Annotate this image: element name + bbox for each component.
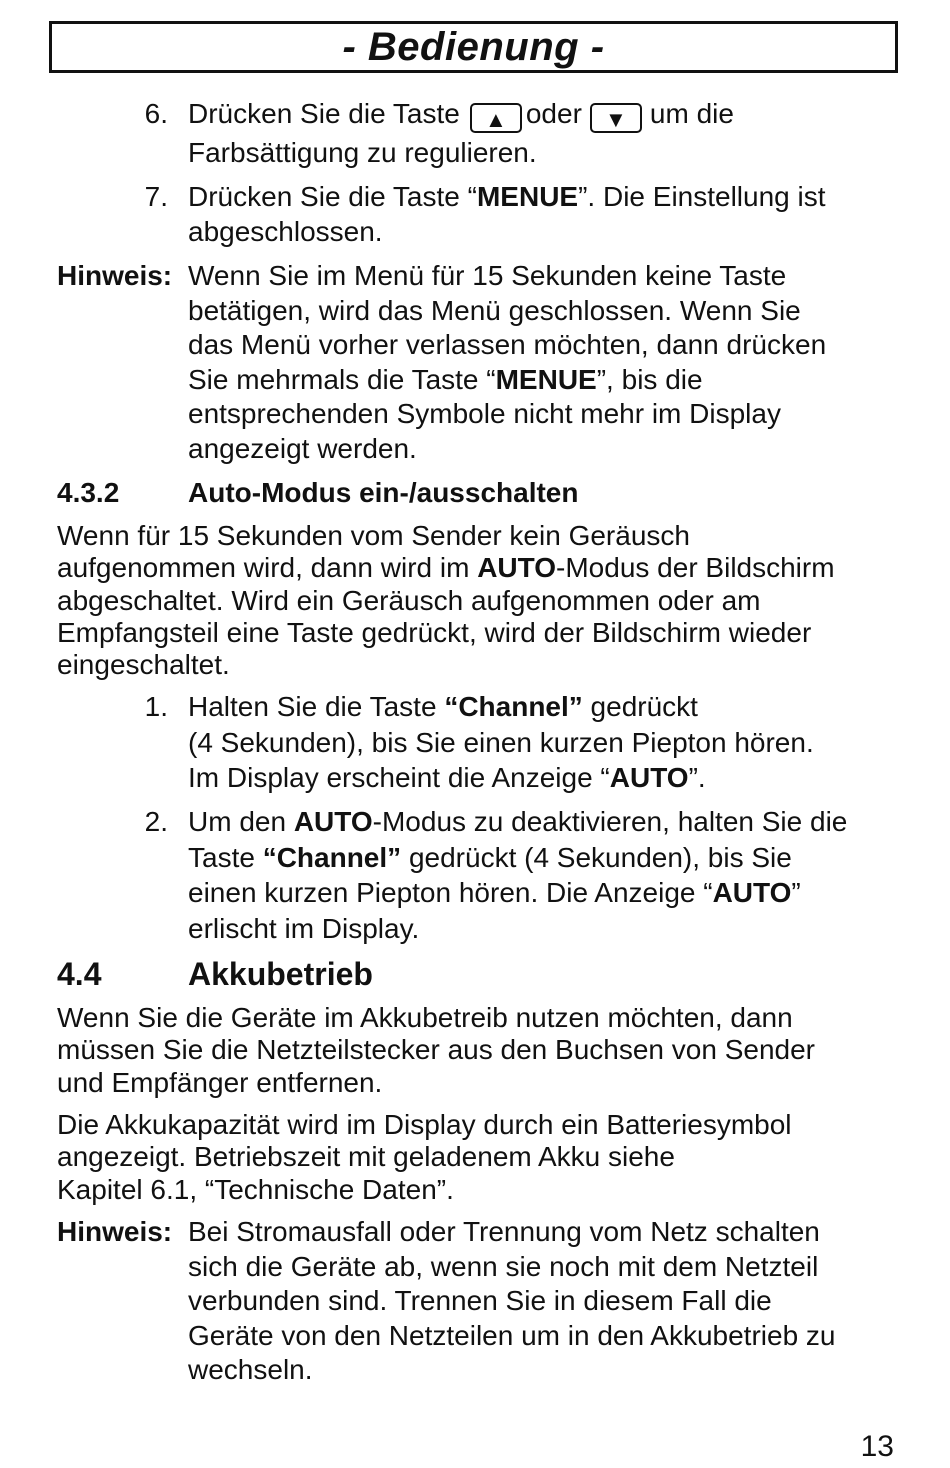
step-number: 1. <box>144 691 168 722</box>
up-arrow-key-icon: ▲ <box>470 103 522 133</box>
text-run: ” <box>791 877 801 908</box>
paragraph-auto-mode <box>57 520 890 681</box>
text-line: verbunden sind. Trennen Sie in diesem Fall die <box>188 1285 772 1316</box>
bold-term: AUTO <box>293 806 373 837</box>
note-text <box>188 1215 895 1388</box>
text-line: eingeschaltet. <box>57 649 230 681</box>
paragraph-battery-2 <box>57 1109 890 1206</box>
text-line: (4 Sekunden), bis Sie einen kurzen Piepton hören. <box>188 726 814 758</box>
text-line: Farbsättigung zu regulieren. <box>188 137 537 168</box>
text-line: abgeschlossen. <box>188 215 383 247</box>
text-line: Wenn Sie im Menü für 15 Sekunden keine Taste <box>188 260 787 291</box>
text-line: abgeschaltet. Wird ein Geräusch aufgenommen oder am <box>57 584 761 616</box>
step-number: 2. <box>144 806 168 837</box>
text-run: ”, bis die <box>596 363 703 395</box>
text-run: Drücken Sie die Taste “ <box>188 181 477 212</box>
text-line: und Empfänger entfernen. <box>57 1066 383 1098</box>
paragraph-battery-1 <box>57 1002 890 1099</box>
text-run: ”. <box>688 762 706 793</box>
text-run: oder <box>525 98 582 129</box>
text-run: Um den <box>188 806 294 837</box>
note-text <box>188 259 895 466</box>
section-title: - Bedienung - <box>342 24 605 69</box>
step-text <box>188 689 895 796</box>
text-run: gedrückt (4 Sekunden), bis Sie <box>401 841 792 873</box>
step-text <box>188 804 910 946</box>
heading-4-4-title: Akkubetrieb <box>188 956 373 992</box>
page-number: 13 <box>860 1430 894 1463</box>
text-line: Geräte von den Netzteilen um in den Akkubetrieb zu <box>188 1319 836 1351</box>
text-line: erlischt im Display. <box>188 912 420 944</box>
step-text <box>188 97 895 171</box>
text-run: -Modus zu deaktivieren, halten Sie die <box>372 806 848 837</box>
text-line: Empfangsteil eine Taste gedrückt, wird der Bildschirm wieder <box>57 616 812 648</box>
text-run: um die <box>649 98 734 129</box>
down-arrow-key-icon: ▼ <box>590 103 642 133</box>
text-line: Kapitel 6.1, “Technische Daten”. <box>57 1173 454 1205</box>
step-number: 7. <box>144 181 168 212</box>
note-label: Hinweis: <box>57 1216 173 1247</box>
step-text <box>188 180 895 249</box>
heading-4-3-2 <box>57 477 119 509</box>
text-line: Wenn Sie die Geräte im Akkubetreib nutzen möchten, dann <box>57 1002 793 1033</box>
text-line: wechseln. <box>188 1354 313 1385</box>
text-run: Drücken Sie die Taste <box>188 98 460 129</box>
heading-4-4: 4.4 <box>57 956 102 992</box>
text-run: einen kurzen Piepton hören. Die Anzeige “ <box>188 877 713 908</box>
step-number: 6. <box>144 98 168 129</box>
bold-term: MENUE <box>495 363 597 395</box>
text-line: entsprechenden Symbole nicht mehr im Display <box>188 398 781 429</box>
bold-term: “Channel” <box>444 691 583 722</box>
text-line: Wenn für 15 Sekunden vom Sender kein Geräusch <box>57 520 690 551</box>
heading-4-3-2-title: Auto-Modus ein-/ausschalten <box>188 477 579 508</box>
text-line: Die Akkukapazität wird im Display durch ein Batteriesymbol <box>57 1109 792 1140</box>
text-line: das Menü vorher verlassen möchten, dann drücken <box>188 329 827 360</box>
text-line: angezeigt werden. <box>188 432 417 464</box>
text-run: Taste <box>188 841 263 873</box>
note-label: Hinweis: <box>57 260 173 291</box>
text-run: Im Display erscheint die Anzeige “ <box>188 762 610 793</box>
text-line: müssen Sie die Netzteilstecker aus den Buchsen von Sender <box>57 1034 815 1066</box>
text-run: gedrückt <box>582 691 698 722</box>
bold-term: AUTO <box>712 877 792 908</box>
text-run: Sie mehrmals die Taste “ <box>188 363 496 395</box>
text-run: aufgenommen wird, dann wird im <box>57 552 478 584</box>
text-run: ”. Die Einstellung ist <box>578 181 826 212</box>
text-line: sich die Geräte ab, wenn sie noch mit dem Netzteil <box>188 1250 819 1282</box>
bold-term: “Channel” <box>262 841 402 873</box>
text-run: -Modus der Bildschirm <box>556 552 835 584</box>
heading-number: 4.3.2 <box>57 477 120 508</box>
bold-term: MENUE <box>476 181 579 212</box>
section-title-box <box>49 21 898 73</box>
text-line: Bei Stromausfall oder Trennung vom Netz schalten <box>188 1216 820 1247</box>
text-run: Halten Sie die Taste <box>188 691 445 722</box>
text-line: angezeigt. Betriebszeit mit geladenem Akku siehe <box>57 1141 675 1173</box>
text-line: betätigen, wird das Menü geschlossen. Wenn Sie <box>188 294 801 326</box>
bold-term: AUTO <box>609 762 689 793</box>
bold-term: AUTO <box>477 552 557 584</box>
